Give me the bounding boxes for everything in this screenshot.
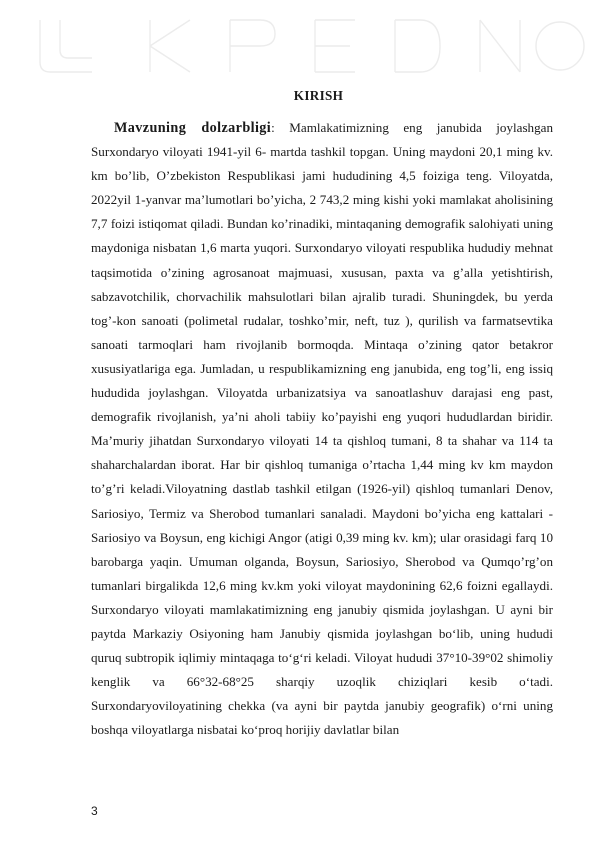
body-paragraph: [91, 116, 553, 742]
section-heading: KIRISH: [293, 88, 344, 103]
lead-term: Mavzuning dolzarbligi: [114, 120, 272, 136]
paragraph-text: : Mamlakatimizning eng janubida joylashgan Surxondaryo viloyati 1941-yil 6- martda tashkil topgan. Uning maydoni 20,1 ming kv. km bo’lib, O’zbekiston Respublikasi jami hududining 4,5 foiziga teng. Viloyatda, 2022yil 1-yanvar ma’lumotlari bo’yicha, 2 743,2 ming kishi yoki mamlakat aholisining 7,7 foizi istiqomat qiladi. Bundan ko’rinadiki, mintaqaning demografik salohiyati uning maydoniga nisbatan 1,6 marta yuqori. Surxondaryo viloyati respublika hududiy mehnat taqsimotida o’zining agrosanoat majmuasi, xususan, paxta va g’alla yetishtirish, sabzavotchilik, chorvachilik mahsulotlari bilan ajralib turadi. Shuningdek, bu yerda tog’-kon sanoati (polimetal rudalar, toshko’mir, neft, tuz ), qurilish va farmatsevtika sanoati tarmoqlari ham rivojlanib bormoqda. Mintaqa o’zining qator betakror xususiyatlariga ega. Jumladan, u respublikamizning eng janubida, eng tog’li, eng issiq hududida joylashgan. Viloyatda urbanizatsiya va sanoatlashuv darajasi eng past, demografik rivojlanish, ya’ni aholi tabiiy ko’payishi eng yuqori hududlardan biridir. Ma’muriy jihatdan Surxondaryo viloyati 14 ta qishloq tumani, 8 ta shahar va 114 ta shaharchalardan iborat. Har bir qishloq tumaniga o’rtacha 1,44 ming kv km maydon to’g’ri keladi.Viloyatning dastlab tashkil etilgan (1926-yil) qishloq tumanlari Denov, Sariosiyo, Termiz va Sherobod tumanlari sanaladi. Maydoni bo’yicha eng kattalari - Sariosiyo va Boysun, eng kichigi Angor (atigi 0,39 ming kv. km); ular orasidagi farq 10 barobarga yaqin. Umuman olganda, Boysun, Sariosiyo, Sherobod va Qumqo’rg’on tumanlari birgalikda 12,6 ming kv.km yoki viloyat maydonining 62,6 foizni egallaydi. Surxondaryo viloyati mamlakatimizning eng janubiy qismida joylashgan. U ayni bir paytda Markaziy Osiyoning ham Janubiy qismida joylashgan bo‘lib, uning hududi quruq subtropik iqlimiy mintaqaga to‘g‘ri keladi. Viloyat hududi 37°10-39°02 shimoliy kenglik va 66°32-68°25 sharqiy uzoqlik chiziqlari kesib o‘tadi. Surxondaryoviloyatining chekka (va ayni bir paytda janubiy geografik) o‘rni uning boshqa viloyatlarga nisbatai ko‘proq horijiy davlatlar bilan: [91, 120, 554, 738]
page-number: 3: [91, 804, 98, 818]
